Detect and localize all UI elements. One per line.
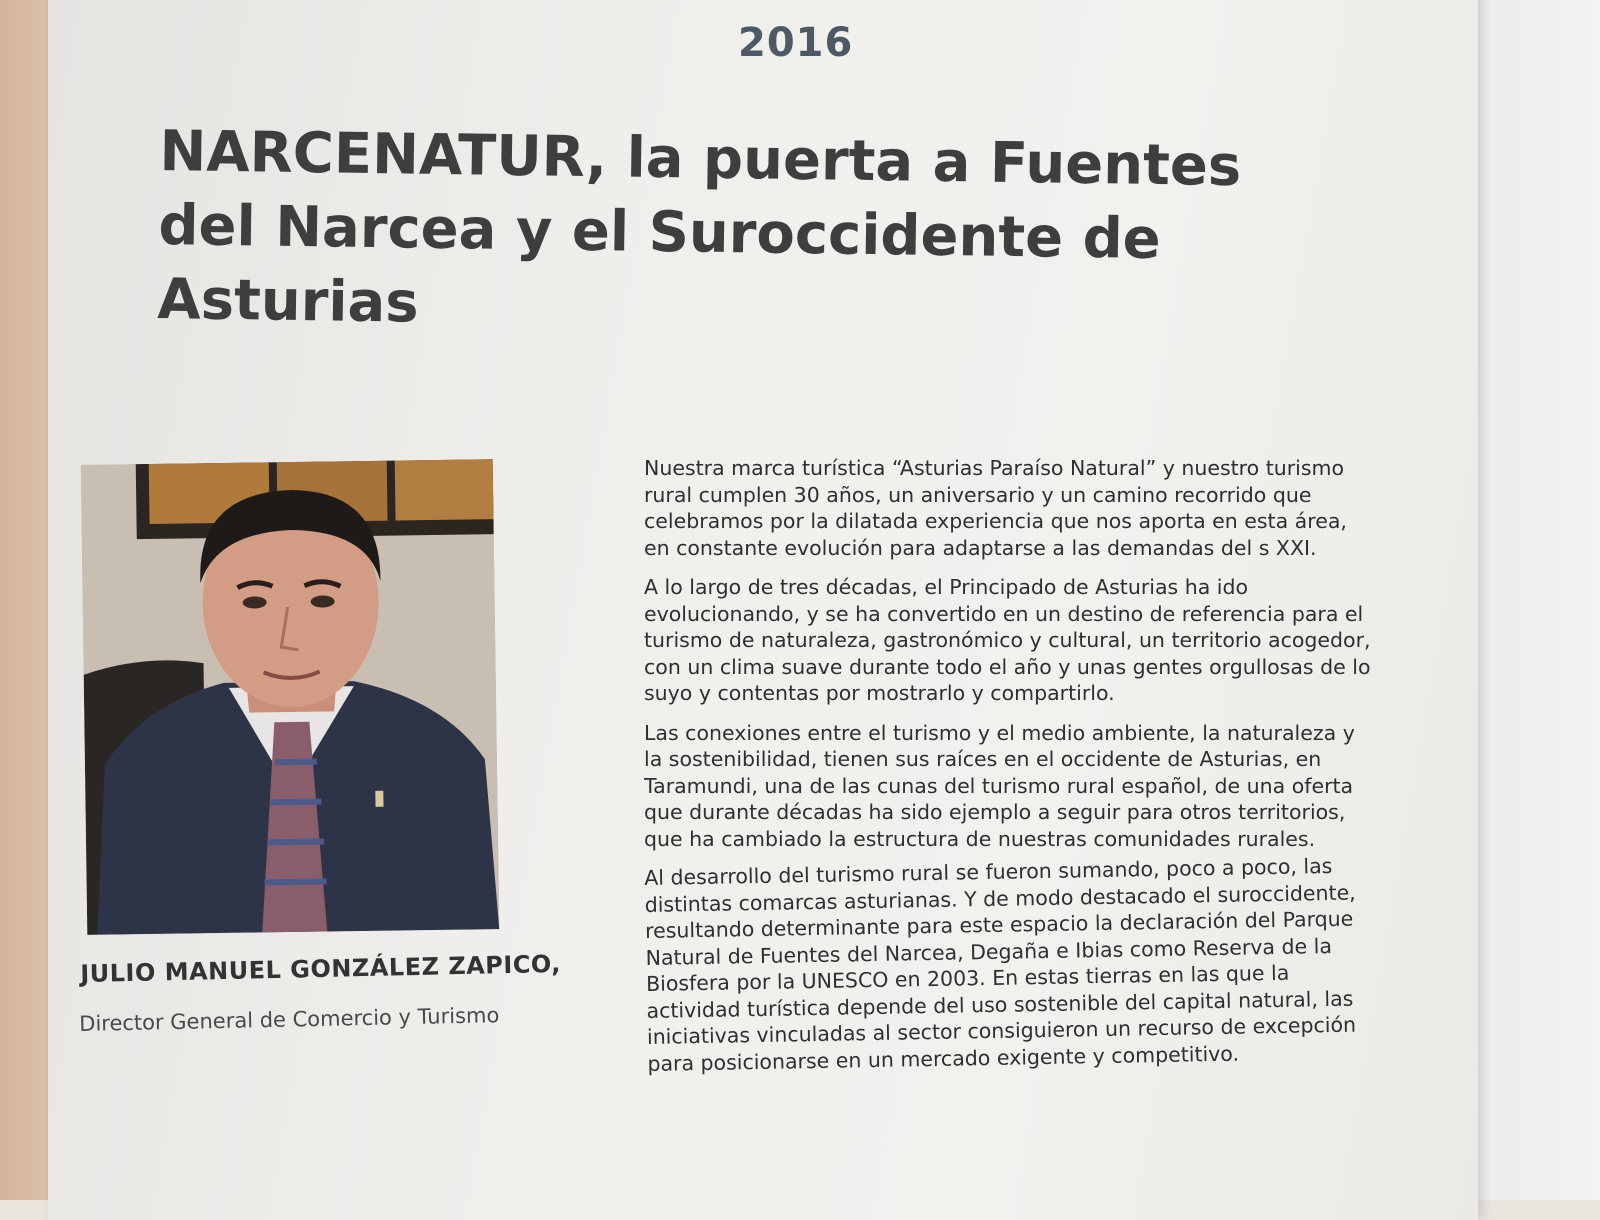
headline-line-3: Asturias [156,266,420,336]
article-headline [157,115,1360,354]
headline-line-2: del Narcea y el Suroccidente de [158,192,1162,272]
author-role: Director General de Comercio y Turismo [79,1003,500,1036]
page-year: 2016 [738,20,854,66]
headline-line-1: NARCENATUR, la puerta a Fuentes [159,118,1242,200]
article-paragraph: Nuestra marca turística “Asturias Paraíso Natural” y nuestro turismo rural cumplen 30 años, un aniversario y un camino recorrido que celebramos por la dilatada experiencia que nos aporta en esta área, en constante evolución para adaptarse a las demandas del s XXI. [644,456,1347,560]
article-paragraph: Las conexiones entre el turismo y el medio ambiente, la naturaleza y la sostenibilidad, tienen sus raíces en el occidente de Asturias, en Taramundi, una de las cunas del turismo rural español, de una oferta que durante décadas ha sido ejemplo a seguir para otros territorios, que ha cambiado la estructura de nuestras comunidades rurales. [644,720,1355,851]
author-portrait-photo [81,459,500,935]
author-name: JULIO MANUEL GONZÁLEZ ZAPICO, [80,949,562,988]
article-paragraph: A lo largo de tres décadas, el Principado de Asturias ha ido evolucionando, y se ha convertido en un destino de referencia para el turismo de naturaleza, gastronómico y cultural, un territorio acogedor, con un clima suave durante todo el año y unas gentes orgullosas de lo suyo y contentas por mostrarlo y compartirlo. [644,575,1371,705]
article-body [644,455,1379,1090]
article-paragraph: Al desarrollo del turismo rural se fueron sumando, poco a poco, las distintas comarcas asturianas. Y de modo destacado el suroccidente, resultando determinante para este espacio la declaración del Parque Natural de Fuentes del Narcea, Degaña e Ibias como Reserva de la Biosfera por la UNESCO en 2003. En estas tierras en las que la actividad turística depende del uso sostenible del capital natural, las iniciativas vinculadas al sector consiguieron un recurso de excepción para posicionarse en un mercado exigente y competitivo. [644,853,1357,1076]
